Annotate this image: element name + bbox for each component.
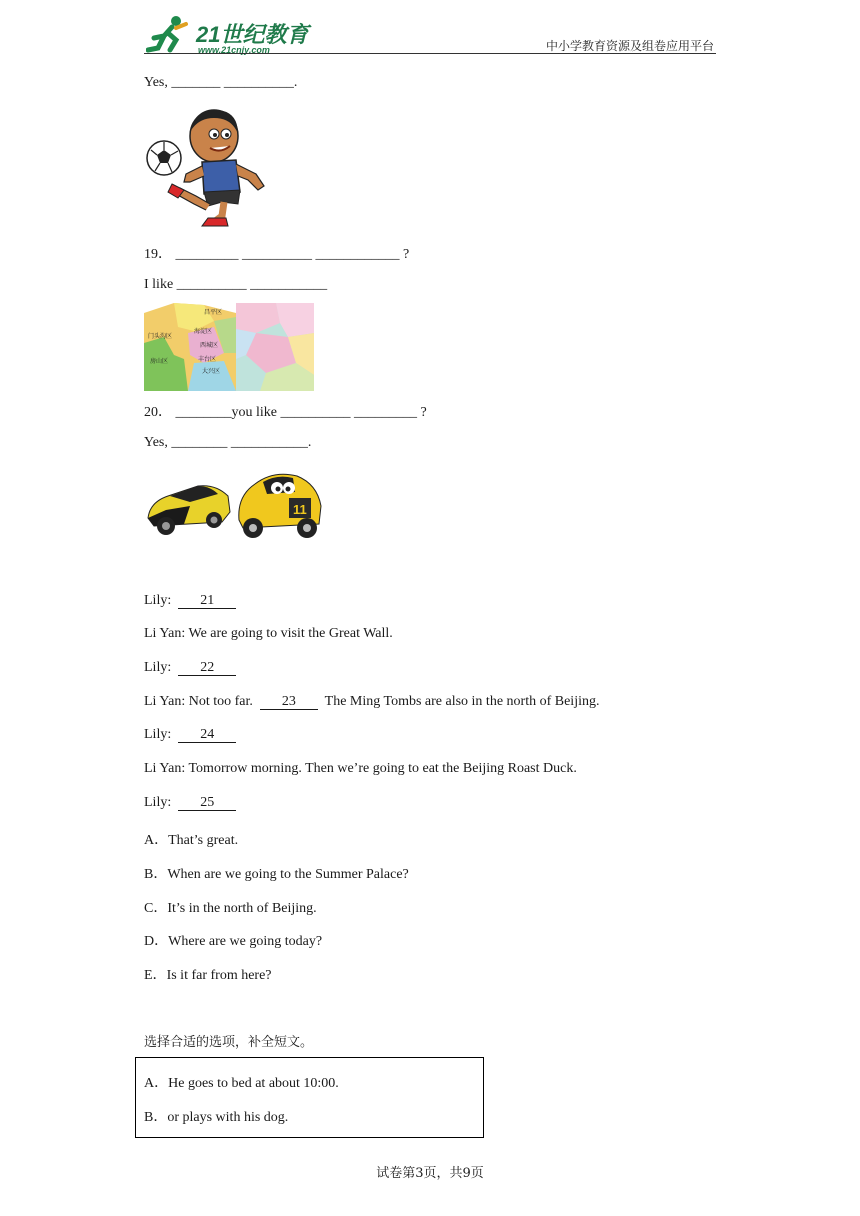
map-label: 昌平区	[204, 309, 223, 316]
q19-answer: I like __________ ___________	[144, 277, 328, 292]
speaker-name: Li Yan:	[144, 694, 186, 709]
q19-blanks: _________ __________ ____________ ?	[175, 247, 410, 262]
map-label: 门头沟区	[148, 333, 173, 340]
option-item	[144, 897, 317, 917]
runner-logo-icon	[146, 14, 194, 54]
region-map-image	[236, 303, 314, 391]
answer-blank-21[interactable]: 21	[178, 594, 236, 609]
option-text: Where are we going today?	[168, 934, 323, 949]
speaker-name: Li Yan:	[144, 761, 186, 776]
q18-answer: Yes, _______ __________.	[144, 75, 298, 90]
map-label: 海淀区	[194, 328, 213, 335]
beijing-map-image	[144, 303, 236, 391]
option-letter: A．	[144, 1076, 169, 1091]
section-instruction: 选择合适的选项，补全短文。	[144, 1035, 314, 1050]
option-letter: E．	[144, 968, 167, 983]
dialogue-line	[144, 795, 236, 811]
option-item	[144, 863, 409, 883]
cartoon-car-image	[233, 466, 325, 542]
speaker-name: Lily:	[144, 660, 172, 675]
dialogue-text: Tomorrow morning. Then we’re going to eat the Beijing Roast Duck.	[188, 761, 577, 776]
speaker-name: Lily:	[144, 593, 172, 608]
soccer-boy-image	[144, 104, 268, 228]
map-label: 西城区	[200, 342, 219, 349]
dialogue-text: We are going to visit the Great Wall.	[188, 626, 393, 641]
map-label: 大兴区	[202, 368, 221, 375]
sports-car-image	[144, 466, 232, 542]
dialogue-line	[144, 660, 236, 676]
dialogue-line	[144, 727, 236, 743]
option-text: That’s great.	[168, 833, 239, 848]
option-item	[144, 829, 238, 849]
option-letter: C．	[144, 901, 168, 916]
logo-text: 21世纪教育	[196, 22, 309, 47]
q19-number: 19．	[144, 247, 172, 262]
dialogue-line	[144, 761, 577, 777]
dialogue-line	[144, 694, 599, 710]
dialogue-line	[144, 593, 236, 609]
q19-question	[144, 243, 409, 263]
option-text: It’s in the north of Beijing.	[167, 901, 317, 916]
q20-question-text: you like __________ _________ ?	[231, 405, 427, 420]
header-platform-text: 中小学教育资源及组卷应用平台	[545, 39, 714, 53]
dialogue-text: The Ming Tombs are also in the north of Beijing.	[324, 694, 600, 709]
option-letter: D．	[144, 934, 169, 949]
option-text: or plays with his dog.	[167, 1110, 289, 1125]
header-logo	[146, 14, 316, 58]
option-text: He goes to bed at about 10:00.	[168, 1076, 339, 1091]
option-letter: A．	[144, 833, 169, 848]
option-item	[144, 930, 322, 950]
car-number-label: 11	[293, 502, 307, 517]
map-label: 丰台区	[198, 356, 217, 363]
speaker-name: Lily:	[144, 727, 172, 742]
box-option-item	[144, 1072, 339, 1092]
box-option-item	[144, 1106, 288, 1126]
header-divider	[144, 53, 716, 54]
logo-url: www.21cnjy.com	[198, 45, 270, 55]
q20-answer: Yes, ________ ___________.	[144, 435, 312, 450]
answer-blank-22[interactable]: 22	[178, 661, 236, 676]
page-footer: 试卷第3页，共9页	[376, 1166, 484, 1181]
speaker-name: Li Yan:	[144, 626, 186, 641]
answer-blank-23[interactable]: 23	[260, 695, 318, 710]
dialogue-line	[144, 626, 393, 642]
q20-number: 20．	[144, 405, 172, 420]
option-letter: B．	[144, 867, 168, 882]
q20-question	[144, 401, 427, 421]
answer-blank-25[interactable]: 25	[178, 796, 236, 811]
option-text: When are we going to the Summer Palace?	[167, 867, 409, 882]
option-text: Is it far from here?	[166, 968, 272, 983]
answer-blank-24[interactable]: 24	[178, 728, 236, 743]
speaker-name: Lily:	[144, 795, 172, 810]
option-item	[144, 964, 272, 984]
q20-blank: ________	[175, 405, 232, 420]
option-letter: B．	[144, 1110, 168, 1125]
dialogue-text: Not too far.	[188, 694, 253, 709]
map-label: 房山区	[150, 358, 169, 365]
